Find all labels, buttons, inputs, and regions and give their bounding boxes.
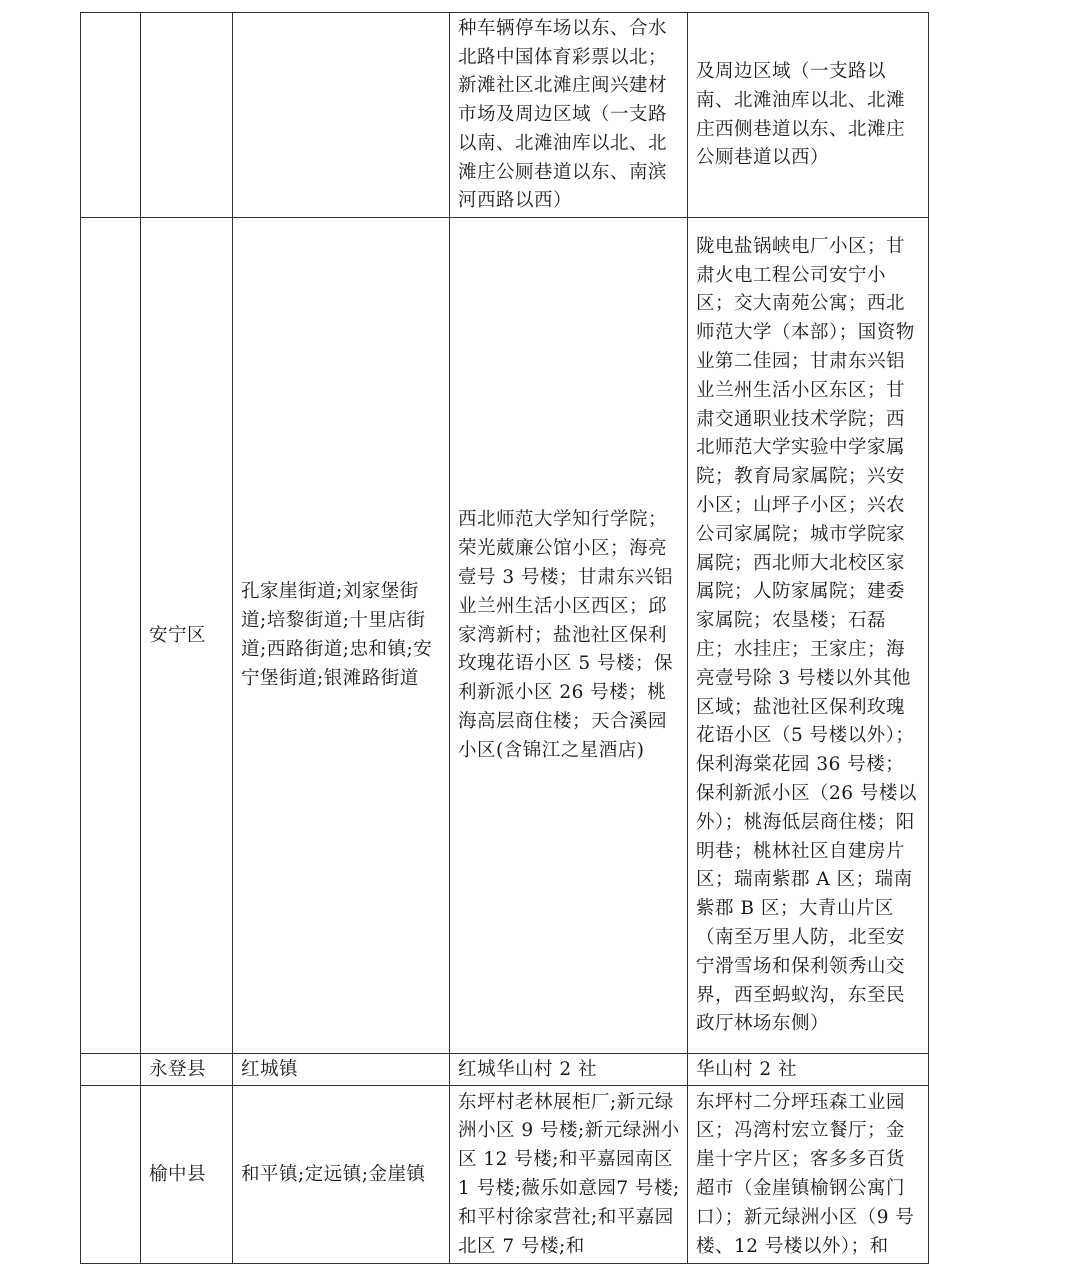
district-cell: 榆中县: [141, 1086, 233, 1264]
low-risk-cell: 东坪村二分坪珏森工业园区；冯湾村宏立餐厅；金崖十字片区；客多多百货超市（金崖镇榆钢公寓门口）；新元绿洲小区（9 号楼、12 号楼以外）；和: [688, 1086, 929, 1264]
table-row: [81, 1086, 929, 1264]
district-cell: [141, 13, 233, 218]
high-risk-cell: 种车辆停车场以东、合水北路中国体育彩票以北；新滩社区北滩庄闽兴建材市场及周边区域（一支路以南、北滩油库以北、北滩庄公厕巷道以东、南滨河西路以西）: [450, 13, 688, 218]
index-cell: [81, 1054, 141, 1086]
high-risk-cell: 西北师范大学知行学院；荣光葳廉公馆小区；海亮壹号 3 号楼；甘肃东兴铝业兰州生活小区西区；邱家湾新村；盐池社区保利玫瑰花语小区 5 号楼；保利新派小区 26 号楼；桃海高层商住楼；天合溪园小区(含锦江之星酒店): [450, 218, 688, 1054]
index-cell: [81, 13, 141, 218]
towns-cell: 和平镇;定远镇;金崖镇: [233, 1086, 450, 1264]
table-row: [81, 13, 929, 218]
low-risk-cell: 华山村 2 社: [688, 1054, 929, 1086]
towns-cell: [233, 13, 450, 218]
index-cell: [81, 218, 141, 1054]
high-risk-cell: 红城华山村 2 社: [450, 1054, 688, 1086]
towns-cell: 孔家崖街道;刘家堡街道;培黎街道;十里店街道;西路街道;忠和镇;安宁堡街道;银滩路街道: [233, 218, 450, 1054]
district-cell: 永登县: [141, 1054, 233, 1086]
towns-cell: 红城镇: [233, 1054, 450, 1086]
low-risk-cell: 陇电盐锅峡电厂小区；甘肃火电工程公司安宁小区；交大南苑公寓；西北师范大学（本部）；国资物业第二佳园；甘肃东兴铝业兰州生活小区东区；甘肃交通职业技术学院；西北师范大学实验中学家属院；教育局家属院；兴安小区；山坪子小区；兴农公司家属院；城市学院家属院；西北师大北校区家属院；人防家属院；建委家属院；农垦楼；石磊庄；水挂庄；王家庄；海亮壹号除 3 号楼以外其他区域；盐池社区保利玫瑰花语小区（5 号楼以外）； 保利海棠花园 36 号楼；保利新派小区（26 号楼以外）；桃海低层商住楼；阳明巷；桃林社区自建房片区；瑞南紫郡 A 区；瑞南紫郡 B 区；大青山片区（南至万里人防，北至安宁滑雪场和保利领秀山交界，西至蚂蚁沟，东至民政厅林场东侧）: [688, 218, 929, 1054]
risk-area-table: [80, 12, 929, 1264]
low-risk-cell: 及周边区域（一支路以南、北滩油库以北、北滩庄西侧巷道以东、北滩庄公厕巷道以西）: [688, 13, 929, 218]
index-cell: [81, 1086, 141, 1264]
district-cell: 安宁区: [141, 218, 233, 1054]
table-row: [81, 1054, 929, 1086]
table-row: [81, 218, 929, 1054]
high-risk-cell: 东坪村老林展柜厂;新元绿洲小区 9 号楼;新元绿洲小区 12 号楼;和平嘉园南区 1 号楼;薇乐如意园7 号楼;和平村徐家营社;和平嘉园北区 7 号楼;和: [450, 1086, 688, 1264]
